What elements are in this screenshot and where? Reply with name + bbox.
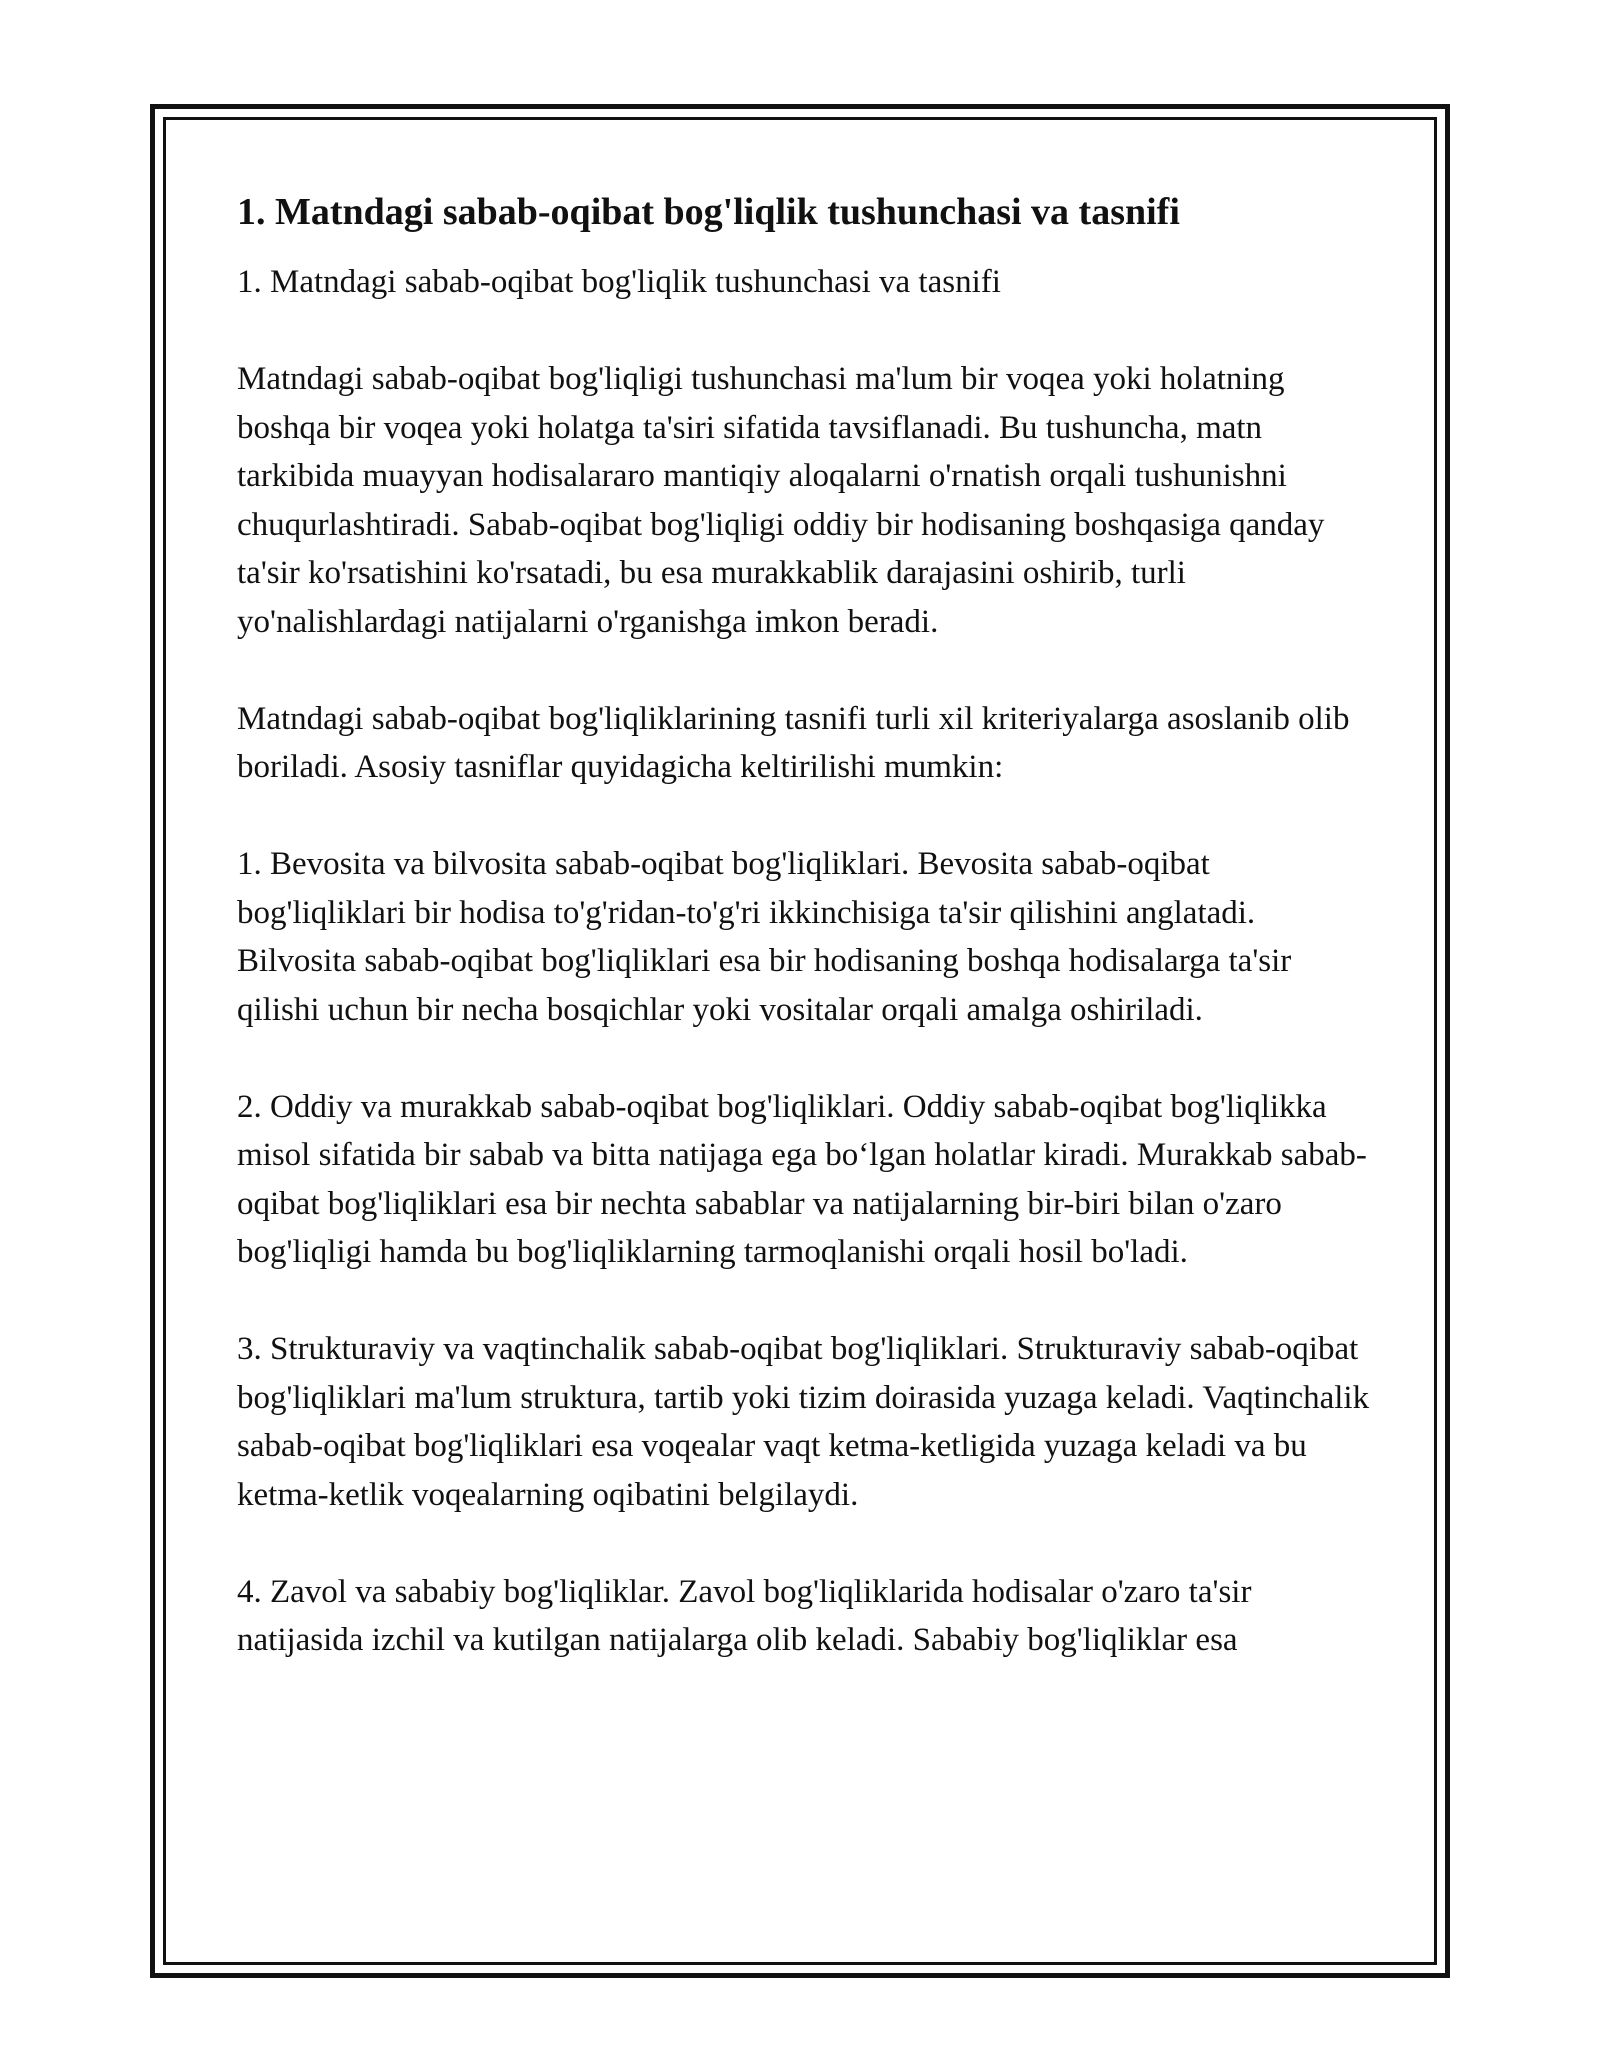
paragraph-classification-intro: Matndagi sabab-oqibat bog'liqliklarining tasnifi turli xil kriteriyalarga asoslanib olib boriladi. Asosiy tasniflar quyidagicha keltirilishi mumkin: [237,700,1350,785]
section-heading: 1. Matndagi sabab-oqibat bog'liqlik tushunchasi va tasnifi [237,191,1180,233]
paragraph-item-2: 2. Oddiy va murakkab sabab-oqibat bog'liqliklari. Oddiy sabab-oqibat bog'liqlikka misol sifatida bir sabab va bitta natijaga ega bo‘lgan holatlar kiradi. Murakkab sabab-oqibat bog'liqliklari esa bir nechta sabablar va natijalarning bir-biri bilan o'zaro bog'liqligi hamda bu bog'liqliklarning tarmoqlanishi orqali hosil bo'ladi. [237,1088,1367,1270]
paragraph-item-1: 1. Bevosita va bilvosita sabab-oqibat bog'liqliklari. Bevosita sabab-oqibat bog'liqliklari bir hodisa to'g'ridan-to'g'ri ikkinchisiga ta'sir qilishini anglatadi. Bilvosita sabab-oqibat bog'liqliklari esa bir hodisaning boshqa hodisalarga ta'sir qilishi uchun bir necha bosqichlar yoki vositalar orqali amalga oshiriladi. [237,846,1292,1028]
paragraph-item-4: 4. Zavol va sababiy bog'liqliklar. Zavol bog'liqliklarida hodisalar o'zaro ta'sir natijasida izchil va kutilgan natijalarga olib keladi. Sababiy bog'liqliklar esa [237,1573,1252,1658]
paragraph-item-3: 3. Strukturaviy va vaqtinchalik sabab-oqibat bog'liqliklari. Strukturaviy sabab-oqibat bog'liqliklari ma'lum struktura, tartib yoki tizim doirasida yuzaga keladi. Vaqtinchalik sabab-oqibat bog'liqliklari esa voqealar vaqt ketma-ketligida yuzaga keladi va bu ketma-ketlik voqealarning oqibatini belgilaydi. [237,1331,1370,1513]
paragraph-repeated-title: 1. Matndagi sabab-oqibat bog'liqlik tushunchasi va tasnifi [237,264,1001,300]
paragraph-definition: Matndagi sabab-oqibat bog'liqligi tushunchasi ma'lum bir voqea yoki holatning boshqa bir voqea yoki holatga ta'siri sifatida tavsiflanadi. Bu tushuncha, matn tarkibida muayyan hodisalararo mantiqiy aloqalarni o'rnatish orqali tushunishni chuqurlashtiradi. Sabab-oqibat bog'liqligi oddiy bir hodisaning boshqasiga qanday ta'sir ko'rsatishini ko'rsatadi, bu esa murakkablik darajasini oshirib, turli yo'nalishlardagi natijalarni o'rganishga imkon beradi. [237,361,1325,640]
document-body [237,188,1377,1713]
